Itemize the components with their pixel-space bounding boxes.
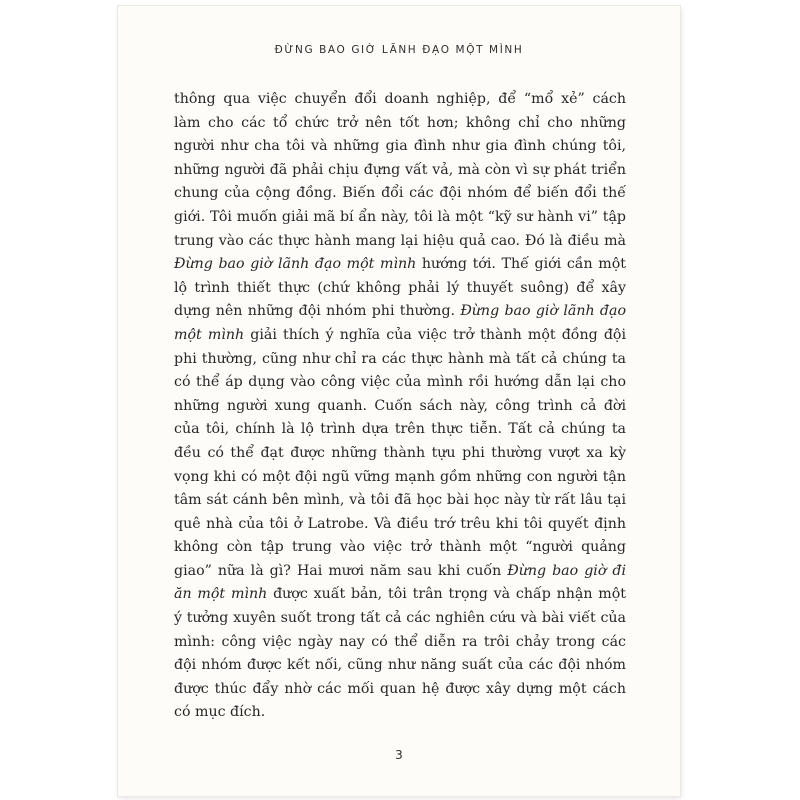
text-line xyxy=(174,466,626,490)
text-line xyxy=(174,560,626,584)
text-line xyxy=(174,678,626,702)
text-line xyxy=(174,324,626,348)
text-line xyxy=(174,631,626,655)
text-line xyxy=(174,277,626,301)
text-run: những người đã phải chịu đựng vất vả, mà còn vì sự phát triển xyxy=(174,161,626,178)
text-run: của tôi, chính là lộ trình dựa trên thực tiễn. Tất cả chúng ta xyxy=(174,421,626,438)
text-run: quê nhà của tôi ở Latrobe. Và điều trớ trêu khi tôi quyết định xyxy=(174,515,626,532)
text-line xyxy=(174,583,626,607)
page-number: 3 xyxy=(395,748,403,762)
text-run: người như cha tôi và những gia đình như gia đình chúng tôi, xyxy=(174,138,626,155)
italic-book-title: ăn một mình xyxy=(174,586,268,603)
text-run: được xuất bản, tôi trân trọng và chấp nhận một xyxy=(267,586,627,603)
text-run: những người xung quanh. Cuốn sách này, công trình cả đời xyxy=(174,397,626,414)
text-line xyxy=(174,348,626,372)
text-run: lộ trình thiết thực (chứ không phải lý thuyết suông) để xây xyxy=(174,279,626,296)
text-run: giải thích ý nghĩa của việc trở thành một đồng đội xyxy=(244,326,626,343)
text-line xyxy=(174,418,626,442)
italic-book-title: Đừng bao giờ lãnh đạo xyxy=(460,303,626,320)
running-head: ĐỪNG BAO GIỜ LÃNH ĐẠO MỘT MÌNH xyxy=(274,44,524,56)
italic-book-title: Đừng bao giờ lãnh đạo một mình xyxy=(174,256,417,273)
text-run: làm cho các tổ chức trở nên tốt hơn; không chỉ cho những xyxy=(174,114,626,131)
text-run: không còn tập trung vào việc trở thành một “người quảng xyxy=(174,539,626,556)
text-line xyxy=(174,395,626,419)
text-line xyxy=(174,489,626,513)
italic-book-title: Đừng bao giờ đi xyxy=(507,562,627,579)
text-run: giao” nữa là gì? Hai mươi năm sau khi cuốn xyxy=(174,562,508,579)
text-run: hướng tới. Thế giới cần một xyxy=(416,256,626,273)
text-line xyxy=(174,300,626,324)
text-line xyxy=(174,654,626,678)
text-run: vọng khi có một đội ngũ vững mạnh gồm những con người tận xyxy=(174,468,626,485)
text-run: ý tưởng xuyên suốt trong tất cả các nghiên cứu và bài viết của xyxy=(174,610,626,627)
text-line xyxy=(174,536,626,560)
text-line xyxy=(174,607,626,631)
text-run: phi thường, cũng như chỉ ra các thực hành mà tất cả chúng ta xyxy=(174,350,626,367)
text-line xyxy=(174,513,626,537)
text-line xyxy=(174,701,626,725)
text-run: dựng nên những đội nhóm phi thường. xyxy=(174,303,461,320)
text-run: giới. Tôi muốn giải mã bí ẩn này, tôi là một “kỹ sư hành vi” tập xyxy=(174,208,626,225)
text-line xyxy=(174,112,626,136)
text-run: đều có thể đạt được những thành tựu phi thường vượt xa kỳ xyxy=(174,444,626,461)
book-page xyxy=(118,6,680,796)
text-line xyxy=(174,442,626,466)
text-run: mình: công việc ngày nay có thể diễn ra trôi chảy trong các xyxy=(174,633,626,650)
text-line xyxy=(174,230,626,254)
text-run: đội nhóm được kết nối, cũng như năng suất của các đội nhóm xyxy=(174,657,626,674)
text-line xyxy=(174,182,626,206)
text-run: có thể áp dụng vào công việc của mình rồi hướng dẫn lại cho xyxy=(174,374,626,391)
italic-book-title: một mình xyxy=(174,326,245,343)
text-line xyxy=(174,135,626,159)
text-line xyxy=(174,371,626,395)
text-line xyxy=(174,88,626,112)
text-line xyxy=(174,206,626,230)
text-run: có mục đích. xyxy=(174,704,266,721)
text-run: chung của cộng đồng. Biến đổi các đội nhóm để biến đổi thế xyxy=(174,185,626,202)
text-run: thông qua việc chuyển đổi doanh nghiệp, để “mổ xẻ” cách xyxy=(174,91,626,107)
text-run: tâm sát cánh bên mình, và tôi đã học bài học này từ rất lâu tại xyxy=(174,492,626,509)
text-line xyxy=(174,159,626,183)
text-line xyxy=(174,253,626,277)
text-run: trung vào các thực hành mang lại hiệu quả cao. Đó là điều mà xyxy=(174,232,626,249)
body-paragraph xyxy=(174,88,626,725)
text-run: được thúc đẩy nhờ các mối quan hệ được xây dựng một cách xyxy=(174,680,626,697)
